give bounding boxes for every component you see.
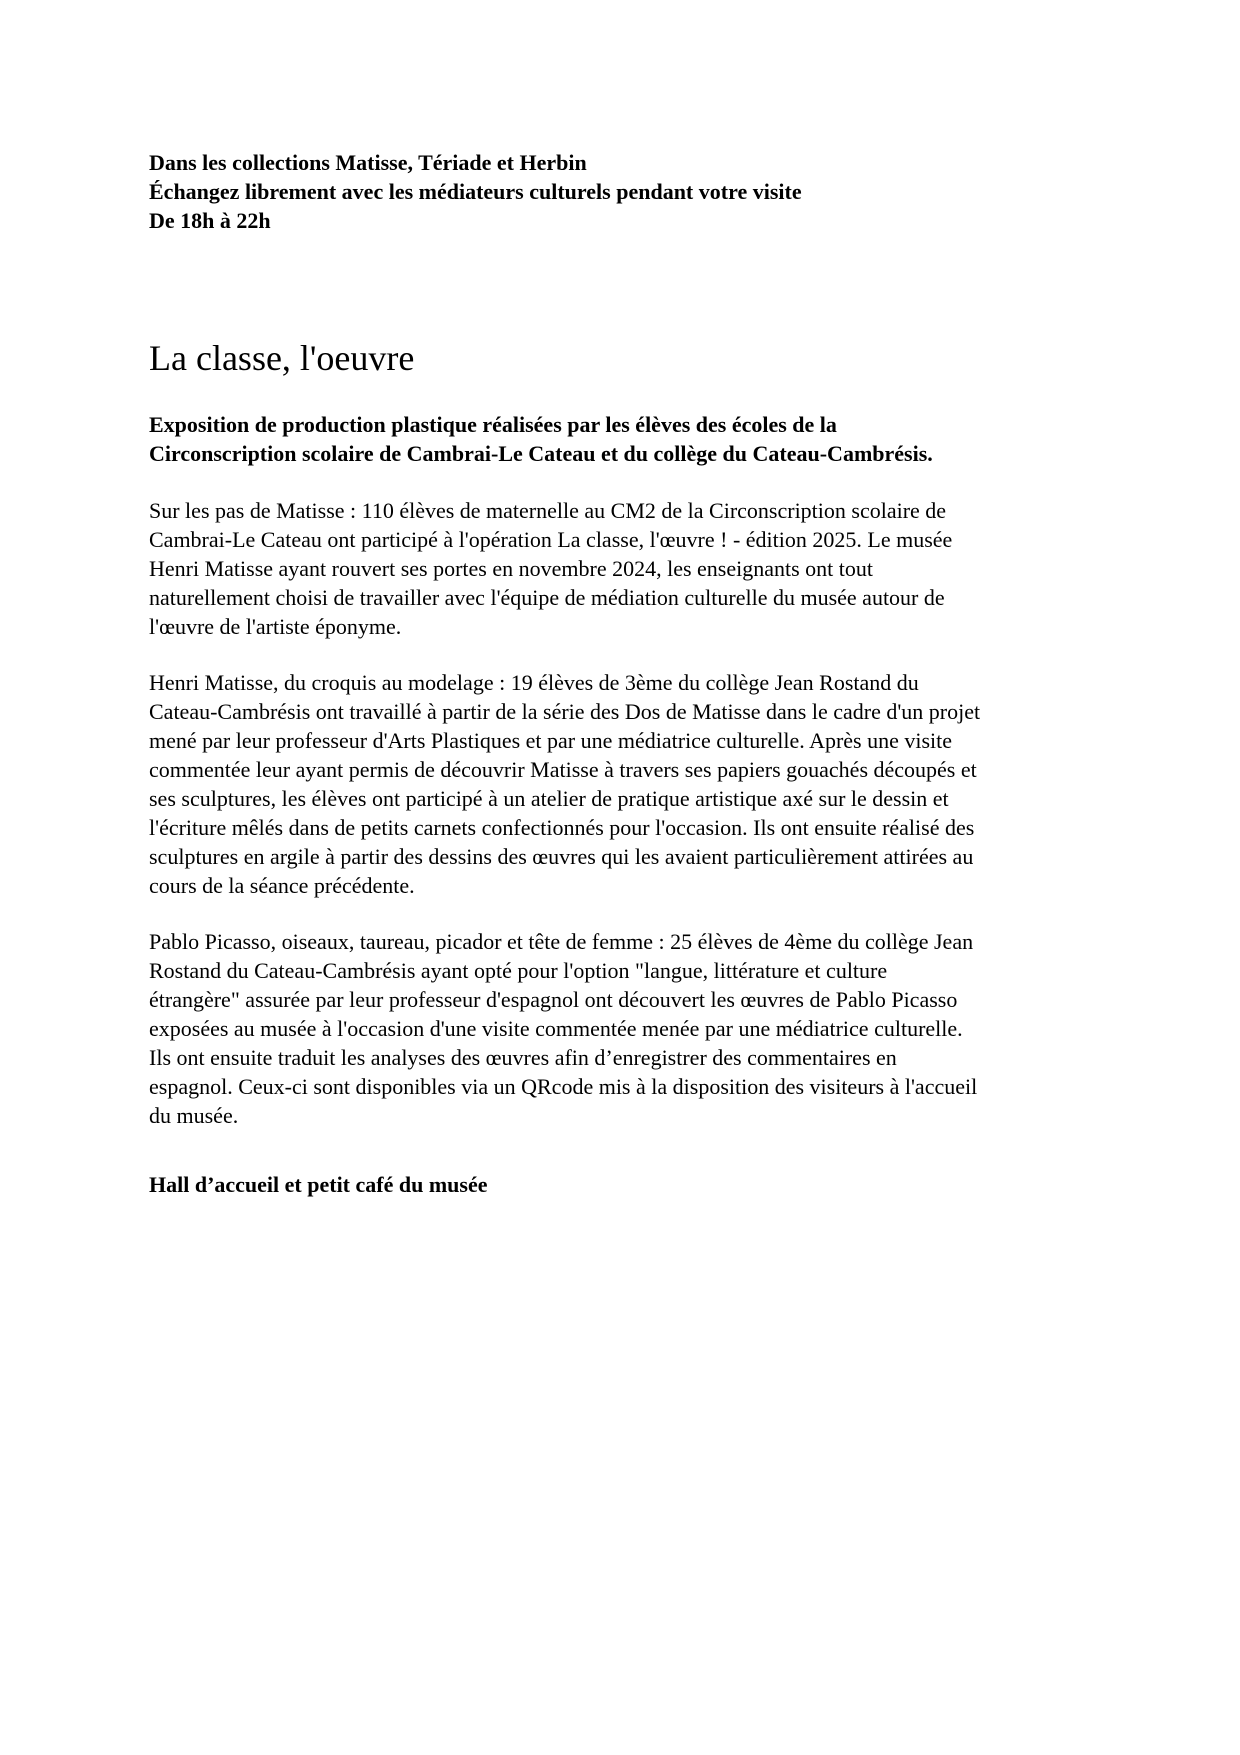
text-line: étrangère" assurée par leur professeur d'espagnol ont découvert les œuvres de Pablo Picasso [149,987,958,1012]
lead-paragraph [149,410,1109,468]
text-line: sculptures en argile à partir des dessins des œuvres qui les avaient particulièrement attirées au [149,844,974,869]
text-line: l'œuvre de l'artiste éponyme. [149,614,402,639]
text-line: Henri Matisse, du croquis au modelage : 19 élèves de 3ème du collège Jean Rostand du [149,670,919,695]
text-line: ses sculptures, les élèves ont participé à un atelier de pratique artistique axé sur le dessin et [149,786,949,811]
paragraph-sketch-to-modeling [149,668,1109,900]
text-line: Cambrai-Le Cateau ont participé à l'opération La classe, l'œuvre ! - édition 2025. Le musée [149,527,953,552]
paragraph-matisse-steps [149,496,1109,641]
text-line: du musée. [149,1103,239,1128]
text-line: espagnol. Ceux-ci sont disponibles via un QRcode mis à la disposition des visiteurs à l'accueil [149,1074,978,1099]
text-line: Pablo Picasso, oiseaux, taureau, picador et tête de femme : 25 élèves de 4ème du collège Jean [149,929,974,954]
text-line: Rostand du Cateau-Cambrésis ayant opté pour l'option "langue, littérature et culture [149,958,888,983]
paragraph-picasso [149,927,1109,1130]
text-line: Sur les pas de Matisse : 110 élèves de maternelle au CM2 de la Circonscription scolaire de [149,498,947,523]
intro-block [149,148,1109,235]
text-line: Exposition de production plastique réalisées par les élèves des écoles de la [149,412,837,437]
text-line: Circonscription scolaire de Cambrai-Le Cateau et du collège du Cateau-Cambrésis. [149,441,933,466]
document-page [149,148,1109,1197]
text-line: mené par leur professeur d'Arts Plastiques et par une médiatrice culturelle. Après une visite [149,728,953,753]
text-line: exposées au musée à l'occasion d'une visite commentée menée par une médiatrice culturelle. [149,1016,963,1041]
intro-hours: De 18h à 22h [149,208,271,233]
text-line: Cateau-Cambrésis ont travaillé à partir de la série des Dos de Matisse dans le cadre d'un projet [149,699,981,724]
text-line: commentée leur ayant permis de découvrir Matisse à travers ses papiers gouachés découpés et [149,757,977,782]
text-line: Henri Matisse ayant rouvert ses portes en novembre 2024, les enseignants ont tout [149,556,874,581]
text-line: Ils ont ensuite traduit les analyses des œuvres afin d’enregistrer des commentaires en [149,1045,897,1070]
location-line: Hall d’accueil et petit café du musée [149,1172,488,1197]
intro-exchange: Échangez librement avec les médiateurs culturels pendant votre visite [149,179,802,204]
text-line: naturellement choisi de travailler avec l'équipe de médiation culturelle du musée autour de [149,585,945,610]
text-line: l'écriture mêlés dans de petits carnets confectionnés pour l'occasion. Ils ont ensuite réalisé des [149,815,975,840]
text-line: cours de la séance précédente. [149,873,415,898]
section-heading: La classe, l'oeuvre [149,338,415,378]
intro-collections: Dans les collections Matisse, Tériade et Herbin [149,150,587,175]
